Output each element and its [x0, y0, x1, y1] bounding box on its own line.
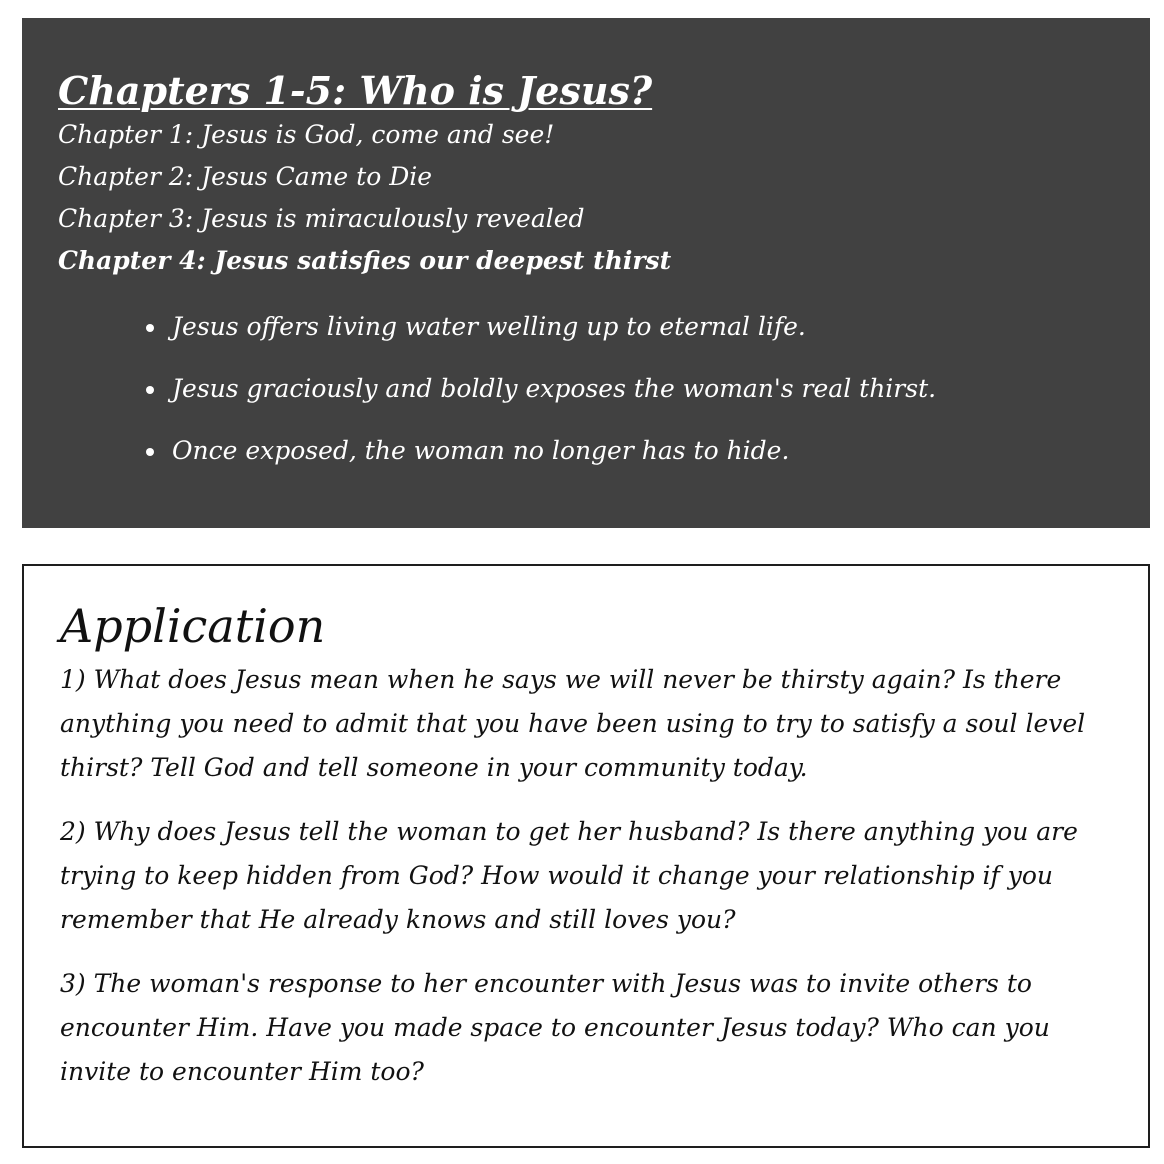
bullet-point: • Jesus graciously and boldly exposes the woman's real thirst. [168, 372, 1114, 406]
bullet-point: • Once exposed, the woman no longer has to hide. [168, 434, 1114, 468]
application-question: 3) The woman's response to her encounter with Jesus was to invite others to encounter Him. Have you made space to encounter Jesus today? Who can you invite to encounter Him too? [60, 969, 1050, 1086]
chapter-item: Chapter 2: Jesus Came to Die [58, 162, 433, 191]
application-title: Application [60, 599, 326, 653]
chapter-list [58, 114, 1114, 282]
chapter-item: Chapter 3: Jesus is miraculously revealed [58, 204, 585, 233]
bullet-point: • Jesus offers living water welling up to eternal life. [168, 310, 1114, 344]
application-question: 1) What does Jesus mean when he says we will never be thirsty again? Is there anything you need to admit that you have been using to try to satisfy a soul level thirst? Tell God and tell someone in your community today. [60, 665, 1086, 782]
chapter-item: Chapter 1: Jesus is God, come and see! [58, 120, 555, 149]
chapter-summary-panel [22, 18, 1150, 528]
application-panel [22, 564, 1150, 1148]
application-question: 2) Why does Jesus tell the woman to get her husband? Is there anything you are trying to keep hidden from God? How would it change your relationship if you remember that He already knows and still loves you? [60, 817, 1078, 934]
chapter-item-current: Chapter 4: Jesus satisfies our deepest thirst [58, 246, 672, 275]
chapter-points-list [58, 310, 1114, 468]
summary-title: Chapters 1-5: Who is Jesus? [58, 68, 653, 113]
